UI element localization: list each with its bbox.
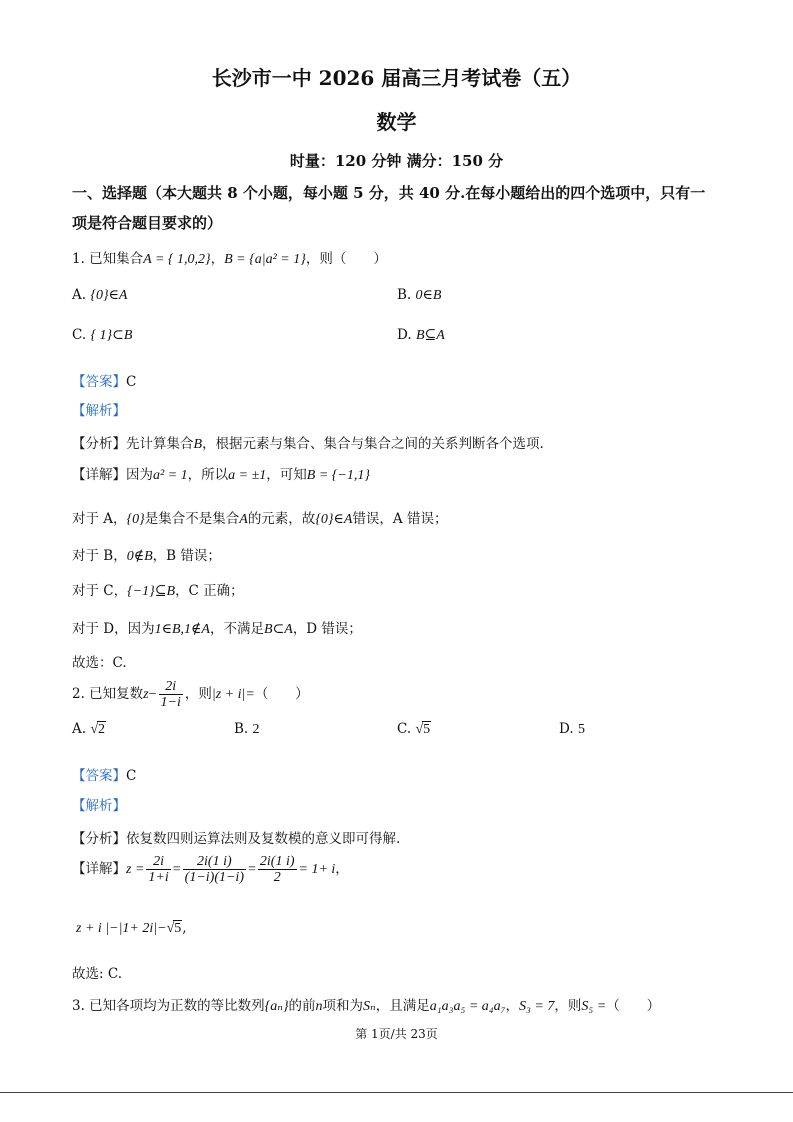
- q2-stem-b: ，则: [184, 686, 212, 702]
- q1-lb-b: 0∉B: [126, 549, 153, 564]
- q2-frac-den: 1−i: [160, 695, 181, 710]
- q1-la-e: 的元素，故: [247, 511, 316, 527]
- q1-la-d: A: [239, 512, 248, 527]
- q2-fenxi: [72, 827, 400, 847]
- q2-eq: −: [148, 687, 157, 702]
- q2-option-a: [72, 721, 106, 738]
- q3-stem-d: ，且满足: [375, 998, 430, 1014]
- q1-lb-c: ，B 错误；: [152, 548, 221, 564]
- q1-option-b-text: 0∈B: [415, 288, 442, 303]
- q1-option-a-text: {0}∈A: [90, 288, 128, 303]
- q1-ld-e: ，D 错误；: [292, 621, 362, 637]
- q2-option-a-label: A.: [72, 721, 87, 737]
- q2-fenxi-text: 依复数四则运算法则及复数模的意义即可得解.: [126, 831, 401, 847]
- q1-lb-a: 对于 B，: [72, 548, 127, 564]
- q2-frac-num: 2i: [159, 679, 183, 695]
- q2-option-c-text: 5: [423, 722, 431, 737]
- q3-stem-b: 的前: [288, 998, 316, 1014]
- q3-stem-f: ，则: [554, 998, 582, 1014]
- q1-xj-b: a² = 1: [153, 468, 188, 483]
- q1-stem-end: ，则（ ）: [305, 251, 387, 267]
- q2-modulus-tail: ,: [182, 920, 187, 936]
- q1-option-d-label: D.: [397, 327, 412, 343]
- q1-answer: [72, 370, 136, 390]
- q1-ld-d: B⊂A: [263, 622, 293, 637]
- fenxi-tag: 【分析】: [72, 831, 126, 847]
- page-footer: 第 1页/共 23页: [355, 1027, 438, 1041]
- q3-stem-c: 项和为: [322, 998, 364, 1014]
- q1-stem-start: 1. 已知集合: [72, 251, 144, 267]
- q1-line-d: [72, 617, 362, 638]
- q2-option-c-label: C.: [397, 721, 412, 737]
- q2-option-a-text: 2: [98, 722, 106, 737]
- q1-ld-c: ，不满足: [209, 621, 264, 637]
- q1-conclusion: 故选：C.: [72, 655, 127, 671]
- q1-option-a: [72, 287, 127, 304]
- q1-answer-value: C: [126, 374, 137, 390]
- q2-option-d-label: D.: [559, 721, 574, 737]
- sqrt-icon: √: [166, 921, 175, 936]
- subject-title: 数学: [376, 110, 417, 134]
- q1-option-d-text: B⊆A: [415, 328, 445, 343]
- section-heading-line2: 项是符合题目要求的）: [72, 214, 223, 232]
- q1-ld-a: 对于 D，因为: [72, 621, 155, 637]
- q2-modulus-sqrt: 5: [174, 921, 182, 936]
- q2-option-c: [397, 721, 431, 738]
- q1-xj-c: ，所以: [187, 467, 229, 483]
- q2-option-d: [559, 721, 585, 738]
- q1-option-d: [397, 327, 445, 344]
- q3-n: n: [315, 999, 323, 1014]
- q1-line-b: [72, 544, 221, 565]
- sqrt-icon: √: [90, 722, 99, 737]
- q1-la-c: 是集合不是集合: [144, 511, 240, 527]
- q2-option-b-text: 2: [252, 722, 260, 737]
- q1-la-f: {0}∈A: [315, 512, 353, 527]
- section-heading-line1: 一、选择题（本大题共 8 个小题，每小题 5 分，共 40 分.在每小题给出的四个选项中，只有一: [72, 184, 706, 202]
- q3-stem-g: （ ）: [606, 998, 661, 1014]
- answer-tag: 【答案】: [72, 768, 126, 784]
- q1-xj-a: 因为: [126, 467, 153, 483]
- q1-xj-f: B = {−1,1}: [306, 468, 370, 483]
- q3-stem-a: 3. 已知各项均为正数的等比数列: [72, 998, 265, 1014]
- q2-f3-num: 2i(1 i): [259, 854, 295, 869]
- q2-xj-frac-3: [258, 854, 297, 885]
- q2-stem-a: 2. 已知复数: [72, 686, 144, 702]
- equals-sign: =: [247, 862, 256, 877]
- q1-option-c-text: { 1}⊂B: [90, 328, 133, 343]
- q1-option-b: [397, 287, 441, 304]
- q1-la-b: {0}: [126, 512, 145, 527]
- q2-option-b-label: B.: [234, 721, 249, 737]
- q1-option-a-label: A.: [72, 287, 87, 303]
- q1-analysis-tag: 【解析】: [72, 403, 126, 419]
- q2-answer-value: C: [126, 768, 137, 784]
- q2-analysis-tag: 【解析】: [72, 798, 126, 814]
- q2-fraction: [159, 679, 183, 710]
- q1-xj-e: ，可知: [266, 467, 307, 483]
- fenxi-tag: 【分析】: [72, 436, 126, 452]
- page-bottom-divider: [0, 1092, 793, 1093]
- q1-option-b-label: B.: [397, 287, 412, 303]
- q1-ld-b: 1∈B,1∉A: [154, 622, 210, 637]
- q2-abs-expr: |z + i|=: [211, 687, 255, 702]
- q1-line-a: [72, 507, 447, 528]
- q1-option-c: [72, 327, 132, 344]
- equals-sign: =: [172, 862, 181, 877]
- q2-option-b: [234, 721, 260, 738]
- sqrt-icon: √: [415, 722, 424, 737]
- q2-xj-tail: = 1+ i: [298, 862, 336, 877]
- q1-option-c-label: C.: [72, 327, 87, 343]
- page-title: 长沙市一中 2026 届高三月考试卷（五）: [211, 66, 582, 90]
- q3-s3: S₃ = 7: [519, 999, 555, 1014]
- q2-stem-c: （ ）: [254, 686, 309, 702]
- q1-la-a: 对于 A，: [72, 511, 127, 527]
- q2-answer: [72, 764, 136, 784]
- q2-f2-num: 2i(1 i): [183, 854, 246, 870]
- q2-xj-frac-1: [146, 854, 170, 885]
- q1-set-b: B = {a|a² = 1}: [224, 252, 306, 267]
- exam-time-info: 时量：120 分钟 满分：150 分: [289, 152, 504, 170]
- q3-cond: a₁a₃a₅ = a₄a₇: [429, 999, 506, 1014]
- q1-fenxi-text-b: ，根据元素与集合、集合与集合之间的关系判断各个选项.: [202, 436, 544, 452]
- q2-xj-z: z =: [126, 862, 145, 877]
- q2-modulus-line: [76, 920, 187, 937]
- q1-set-a: A = { 1,0,2}: [143, 252, 211, 267]
- q2-f2-den: (1−i)(1−i): [184, 870, 244, 885]
- q1-la-g: 错误，A 错误；: [352, 511, 448, 527]
- q1-lc-a: 对于 C，: [72, 583, 128, 599]
- q1-line-c: [72, 579, 244, 600]
- q1-xiangjie: [72, 463, 370, 484]
- q1-lc-c: ，C 正确；: [175, 583, 244, 599]
- q3-sn: Sₙ: [363, 999, 376, 1014]
- q2-conclusion: 故选: C.: [72, 966, 122, 982]
- q1-comma: ，: [210, 251, 225, 267]
- q1-lc-b: {−1}⊆B: [127, 584, 176, 599]
- q1-fenxi-set: B: [193, 437, 203, 452]
- q2-f1-den: 1+i: [148, 870, 169, 885]
- xiangjie-tag: 【详解】: [72, 467, 126, 483]
- q3-seq: {aₙ}: [264, 999, 289, 1014]
- question-3-stem: [72, 994, 660, 1015]
- q2-xj-frac-2: [183, 854, 246, 885]
- xiangjie-tag: 【详解】: [72, 861, 126, 877]
- q1-xj-d: a = ±1: [228, 468, 267, 483]
- q3-s5: S₅ =: [581, 999, 607, 1014]
- q3-stem-e: ，: [505, 998, 520, 1014]
- answer-tag: 【答案】: [72, 374, 126, 390]
- q2-f1-num: 2i: [146, 854, 170, 870]
- q2-option-d-text: 5: [577, 722, 585, 737]
- question-1-stem: [72, 247, 387, 268]
- q1-fenxi-text-a: 先计算集合: [126, 436, 194, 452]
- q2-z: z: [143, 687, 149, 702]
- q2-xj-comma: ，: [335, 861, 349, 877]
- q2-xiangjie: [72, 854, 349, 885]
- question-2-stem: [72, 679, 309, 710]
- q2-f3-den: 2: [273, 870, 281, 885]
- q1-fenxi: [72, 432, 544, 453]
- q2-modulus-expr: z + i |−|1+ 2i|−: [76, 921, 167, 936]
